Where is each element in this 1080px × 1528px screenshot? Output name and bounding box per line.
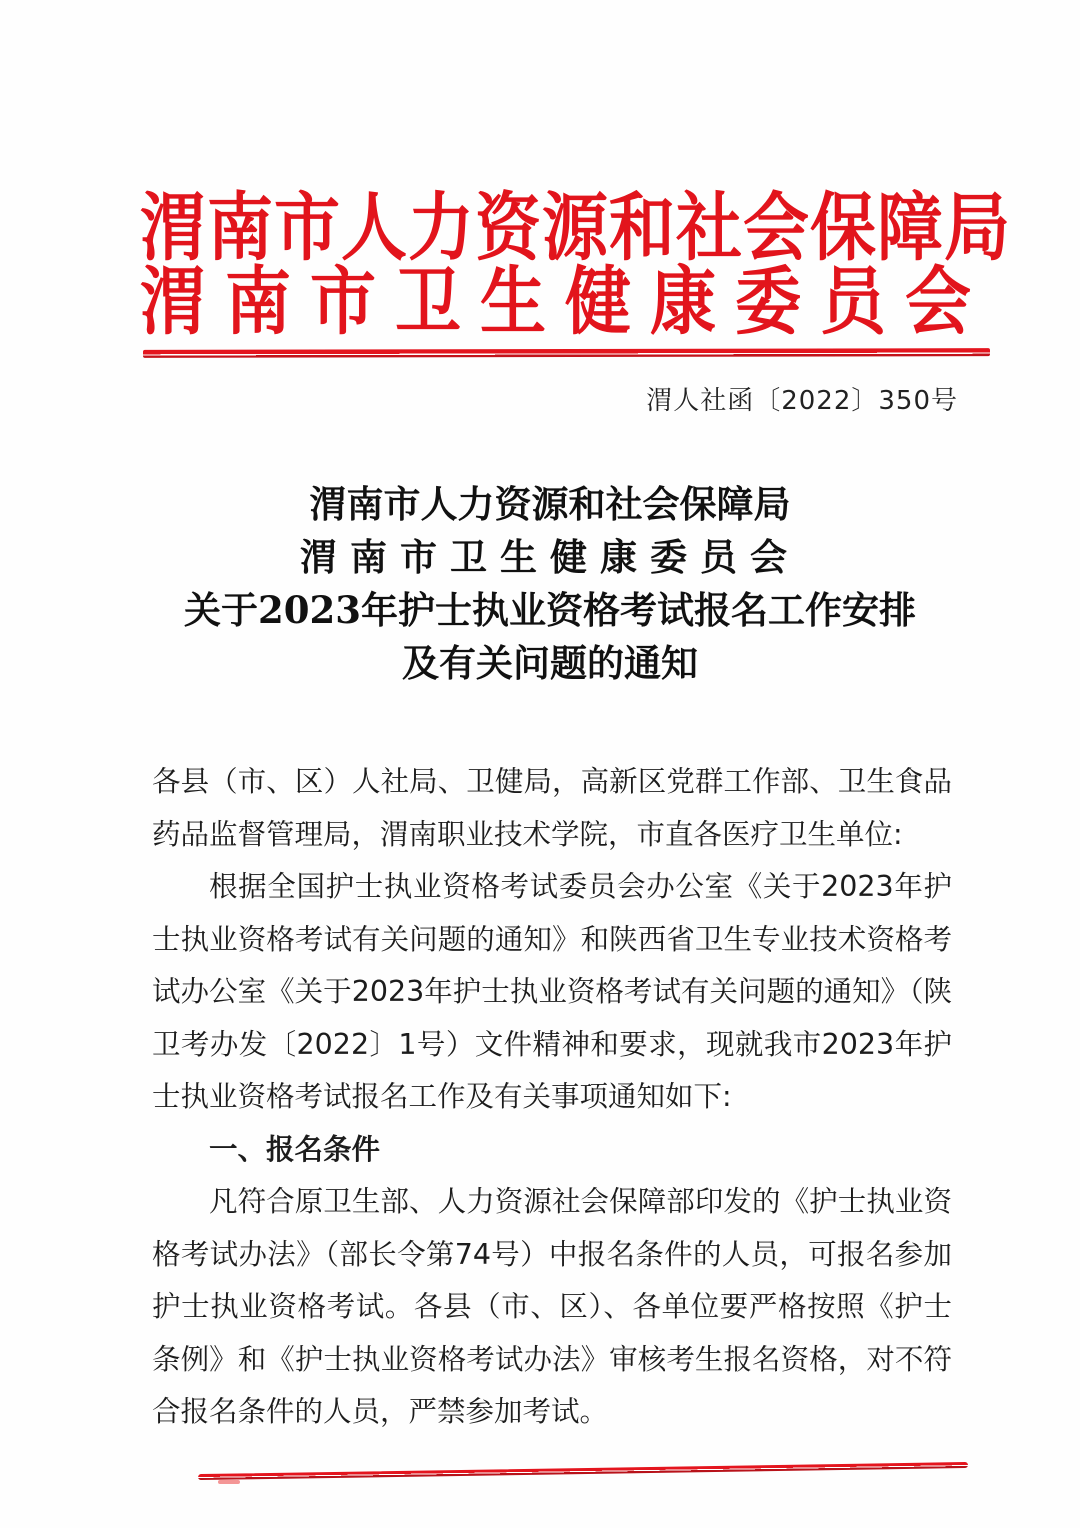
document-body	[152, 756, 952, 1439]
registration-conditions-paragraph: 凡符合原卫生部、人力资源社会保障部印发的《护士执业资格考试办法》（部长令第74号）中报名条件的人员，可报名参加护士执业资格考试。各县（市、区）、各单位要严格按照《护士条例》和《护士执业资格考试办法》审核考生报名资格，对不符合报名条件的人员，严禁参加考试。	[152, 1185, 952, 1428]
intro-paragraph: 根据全国护士执业资格考试委员会办公室《关于2023年护士执业资格考试有关问题的通知》和陕西省卫生专业技术资格考试办公室《关于2023年护士执业资格考试有关问题的通知》（陕卫考办发〔2022〕1号）文件精神和要求，现就我市2023年护士执业资格考试报名工作及有关事项通知如下:	[152, 870, 952, 1113]
footer-red-divider	[198, 1462, 968, 1480]
document-title	[140, 478, 960, 690]
title-line-subject: 关于2023年护士执业资格考试报名工作安排	[184, 588, 916, 632]
letterhead-red-divider	[143, 348, 990, 358]
letterhead-hrss-bureau: 渭南市人力资源和社会保障局	[140, 183, 1011, 271]
title-line-issuer-2: 渭南市卫生健康委员会	[300, 535, 800, 579]
addressee-paragraph: 各县（市、区）人社局、卫健局，高新区党群工作部、卫生食品药品监督管理局，渭南职业技术学院，市直各医疗卫生单位:	[152, 765, 952, 851]
document-number: 渭人社函〔2022〕350号	[646, 386, 958, 416]
section-heading-registration-conditions: 一、报名条件	[209, 1132, 381, 1166]
footer-red-mark	[218, 1480, 240, 1484]
letterhead-health-commission: 渭南市卫生健康委员会	[140, 257, 990, 345]
title-line-subject-cont: 及有关问题的通知	[402, 641, 698, 685]
title-line-issuer-1: 渭南市人力资源和社会保障局	[309, 482, 791, 526]
